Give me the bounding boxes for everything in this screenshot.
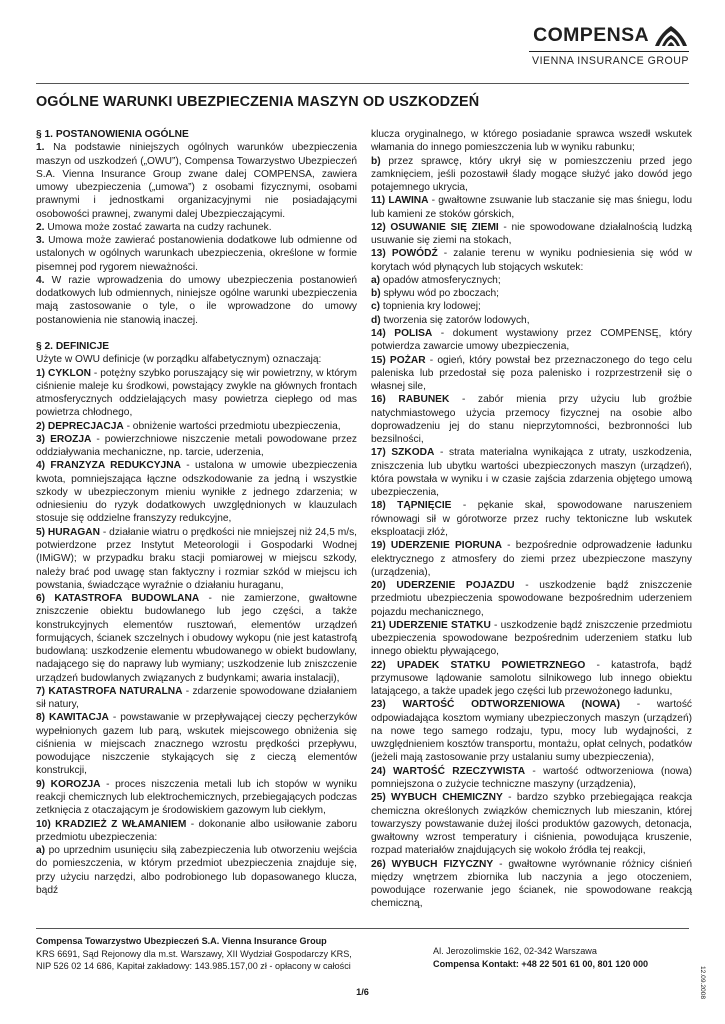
item-text: - ogień, który powstał bez przeznaczonego do tego celu paleniska lub przedostał się poza palenisko i rozprzestrzenił się o własnej sile, <box>371 354 692 393</box>
definition-item <box>371 499 692 539</box>
document-code: 12.09.2008 <box>699 966 706 1000</box>
definition-item <box>371 659 692 699</box>
item-text: - obniżenie wartości przedmiotu ubezpieczenia, <box>123 420 341 432</box>
item-text: - dokonanie albo usiłowanie zaboru przedmiotu ubezpieczenia: <box>36 818 357 843</box>
definition-item <box>371 194 692 221</box>
paragraph: Użyte w OWU definicje (w porządku alfabetycznym) oznaczają: <box>36 354 322 366</box>
item-term: 2) DEPRECJACJA <box>36 420 124 432</box>
item-term: 3. <box>36 235 45 247</box>
item-text: - ustalona w umowie ubezpieczenia kwota, pomniejszająca łączne odszkodowanie za jedną i wszystkie szkody w ubezpieczonym mieniu wynikłe z jednego zdarzenia; w odniesieniu do ryzyk dodatkowych uwzględnionych w klauzulach stosuje się oddzielne franszyzy redukcyjne, <box>36 460 357 525</box>
item-text: - uszkodzenie bądź zniszczenie przedmiotu ubezpieczenia spowodowane bezpośrednim uderzeniem statku lub innego obiektu pływającego, <box>371 619 692 658</box>
footer-company-name: Compensa Towarzystwo Ubezpieczeń S.A. Vienna Insurance Group <box>36 936 327 946</box>
definition-item <box>371 247 692 274</box>
item-term: 3) EROZJA <box>36 433 92 445</box>
definition-item <box>371 698 692 764</box>
footer-nip: NIP 526 02 14 686, Kapitał zakładowy: 143.985.157,00 zł - opłacony w całości <box>36 961 351 972</box>
item-term: 21) UDERZENIE STATKU <box>371 619 491 631</box>
definition-item <box>371 858 692 911</box>
paragraph-gap <box>36 327 357 340</box>
page-number: 1/6 <box>356 987 369 997</box>
item-text: - gwałtowne zsuwanie lub staczanie się mas śniegu, lodu lub kamieni ze stoków górskich, <box>371 195 692 220</box>
item-text: tworzenia się zatorów lodowych, <box>380 314 530 326</box>
item-text: spływu wód po zboczach; <box>380 288 499 300</box>
logo-divider <box>529 51 689 52</box>
item-term: 15) POŻAR <box>371 354 426 366</box>
item-term: 24) WARTOŚĆ RZECZYWISTA <box>371 765 526 777</box>
definition-item <box>371 327 692 354</box>
logo-subtitle: VIENNA INSURANCE GROUP <box>532 55 689 67</box>
paragraph: klucza oryginalnego, w którego posiadanie sprawca wszedł wskutek włamania do innego pomieszczenia lub w wyniku rabunku; <box>371 129 692 154</box>
definition-item <box>371 354 692 394</box>
item-text: - gwałtowne wyrównanie różnicy ciśnień między wnętrzem zbiornika lub naczynia a jego otoczeniem, powodujące rozerwanie jego ścianek, nie spowodowane reakcją chemiczną, <box>371 858 692 910</box>
definition-item <box>371 765 692 792</box>
definition-item <box>36 844 357 897</box>
item-term: 1) CYKLON <box>36 367 91 379</box>
definition-item <box>36 526 357 592</box>
definition-item <box>36 711 357 777</box>
definition-item <box>36 367 357 420</box>
item-term: b) <box>371 155 381 167</box>
definition-item <box>371 791 692 857</box>
document-title: OGÓLNE WARUNKI UBEZPIECZENIA MASZYN OD USZKODZEŃ <box>36 94 480 110</box>
definition-item <box>36 592 357 685</box>
item-term: 22) UPADEK STATKU POWIETRZNEGO <box>371 659 586 671</box>
item-term: 4. <box>36 274 45 286</box>
item-text: topnienia kry lodowej; <box>380 301 481 313</box>
definition-item <box>371 619 692 659</box>
item-text: - wartość odtworzeniowa (nowa) pomniejszona o zużycie techniczne maszyny (urządzenia), <box>371 765 692 791</box>
item-term: a) <box>36 845 46 857</box>
item-text: - zalanie terenu w wyniku podniesienia się wód w korytach wód płynących lub stojących wskutek: <box>371 248 692 273</box>
item-text: - nie spowodowane działalnością ludzką usuwanie się ziemi na stokach, <box>371 221 692 247</box>
footer-krs: KRS 6691, Sąd Rejonowy dla m.st. Warszawy, XII Wydział Gospodarczy KRS, <box>36 948 352 959</box>
logo-name: COMPENSA <box>533 23 649 46</box>
header-divider <box>36 83 689 84</box>
definition-item <box>36 778 357 818</box>
item-text: - dokument wystawiony przez COMPENSĘ, który potwierdza zawarcie umowy ubezpieczenia, <box>371 327 693 353</box>
definition-item <box>36 433 357 460</box>
item-text: - potężny szybko poruszający się wir powietrzny, w którym ciśnienie maleje ku środkowi, powstający zwykle na głównych frontach atmosferycznych oddzielających masy powietrza ciepłego od mas powietrza chłodnego, <box>36 367 357 419</box>
item-term: b) <box>371 288 381 300</box>
item-term: 20) UDERZENIE POJAZDU <box>371 580 515 592</box>
item-text: - nie zamierzone, gwałtowne zniszczenie obiektu budowlanego lub jego części, a także konstrukcyjnych elementów rusztowań, elementów urządzeń formujących, ścianek szczelnych i obudowy wykopu (nie jest katastrofą budowlaną: uszkodzenie elementu wbudowanego w obiekt budowlany, nadającego się do naprawy lub wymiany; uszkodzenie lub zniszczenie urządzeń budowlanych związanych z budynkami; awaria instalacji), <box>36 593 357 684</box>
item-term: 13) POWÓDŹ <box>371 248 438 260</box>
definition-item <box>371 287 692 300</box>
section-heading: § 1. POSTANOWIENIA OGÓLNE <box>36 129 189 140</box>
item-text: Umowa może zostać zawarta na cudzy rachunek. <box>44 221 272 233</box>
company-logo <box>529 22 689 67</box>
item-term: 11) LAWINA <box>371 195 429 207</box>
item-text: przez sprawcę, który ukrył się w pomieszczeniu przed jego zamknięciem, jeśli pozostawił ślady mogące służyć jako dowód jego potajemnego ukrycia, <box>371 155 692 194</box>
item-term: 1. <box>36 142 45 154</box>
definition-item <box>36 274 357 327</box>
item-text: - bezpośrednie odprowadzenie ładunku elektrycznego z atmosfery do ziemi przez ubezpieczone maszyny (urządzenia), <box>371 540 693 578</box>
item-term: 4) FRANZYZA REDUKCYJNA <box>36 460 181 472</box>
definition-item <box>371 274 692 287</box>
item-term: 14) POLISA <box>371 327 433 339</box>
item-term: c) <box>371 301 381 313</box>
item-term: 5) HURAGAN <box>36 526 101 538</box>
item-text: opadów atmosferycznych; <box>380 274 501 286</box>
footer-divider <box>36 928 689 929</box>
right-column <box>371 128 692 911</box>
item-term: 18) TĄPNIĘCIE <box>371 500 452 512</box>
item-term: 12) OSUWANIE SIĘ ZIEMI <box>371 221 499 233</box>
item-text: - katastrofa, bądź przymusowe lądowanie samolotu silnikowego lub innego obiektu latającego, a także upadek jego części lub przewożonego ładunku, <box>371 659 692 698</box>
definition-item <box>36 818 357 845</box>
definition-item <box>371 300 692 313</box>
left-column <box>36 128 357 897</box>
footer-contact-info <box>433 945 648 970</box>
definition-item <box>36 685 357 712</box>
item-term: d) <box>371 314 381 326</box>
item-term: 6) KATASTROFA BUDOWLANA <box>36 593 200 605</box>
item-term: 23) WARTOŚĆ ODTWORZENIOWA (NOWA) <box>371 699 620 711</box>
definition-item <box>36 459 357 525</box>
item-term: 8) KAWITACJA <box>36 712 109 724</box>
definition-item <box>36 221 357 234</box>
definition-item <box>371 393 692 446</box>
item-term: 9) KOROZJA <box>36 778 101 790</box>
item-text: - strata materialna wynikająca z utraty, uszkodzenia, zniszczenia lub ubytku wartości ubezpieczonych maszyn (urządzeń), która powstała w wyniku i w czasie zajścia zdarzenia objętego umową ubezpieczenia, <box>371 447 693 499</box>
logo-emblem-icon <box>653 22 689 48</box>
footer-company-info <box>36 935 366 973</box>
footer-address: Al. Jerozolimskie 162, 02-342 Warszawa <box>433 946 597 956</box>
definition-item <box>36 420 357 433</box>
item-text: - działanie wiatru o prędkości nie mniejszej niż 24,5 m/s, potwierdzone przez Instytut Meteorologii i Gospodarki Wodnej (IMiGW); w przypadku braku stacji pomiarowej w miejscu szkody, należy brać pod uwagę stan faktyczny i rozmiar szkód w miejscu ich powstania, świadczące wyraźnie o działaniu huraganu, <box>36 526 357 591</box>
item-term: 16) RABUNEK <box>371 394 450 406</box>
item-text: Umowa może zawierać postanowienia dodatkowe lub odmienne od ustalonych w ogólnych warunkach ubezpieczenia, określone w formie pisemnej pod rygorem nieważności. <box>36 235 357 273</box>
item-term: 17) SZKODA <box>371 447 435 459</box>
item-text: - bardzo szybko przebiegająca reakcja chemiczna określonych związków chemicznych lub mieszanin, której towarzyszy powstawanie dużej ilości produktów gazowych, detonacja, gwałtowny wzrost temperatury i ciśnienia, powodująca kruszenie, rozpad materiałów znajdujących się wokoło źródła tej reakcji, <box>371 792 692 857</box>
item-term: 2. <box>36 221 45 233</box>
definition-item <box>371 221 692 248</box>
definition-item <box>36 141 357 221</box>
item-text: - wartość odpowiadająca kosztom wymiany ubezpieczonych maszyn (urządzeń) na nowe tego samego rodzaju, typu, mocy lub wydajności, z uwzględnieniem kosztów transportu, montażu, opłat celnych, podatków (jeżeli mają zastosowanie przy ustalaniu sumy ubezpieczenia), <box>371 699 693 764</box>
definition-item <box>371 155 692 195</box>
item-text: - proces niszczenia metali lub ich stopów w wyniku reakcji chemicznych lub elektrochemicznych, przebiegających podczas zetknięcia z otaczającym je środowiskiem gazowym lub ciekłym, <box>36 778 358 817</box>
item-text: - powierzchniowe niszczenie metali powodowane przez oddziaływania mechaniczne, np. tarcie, uderzenia, <box>36 433 357 459</box>
item-text: - zabór mienia przy użyciu lub groźbie natychmiastowego użycia przemocy fizycznej na osobie albo doprowadzeniu jej do stanu nieprzytomności, bezbronności lub bezsilności, <box>371 394 692 446</box>
section-heading: § 2. DEFINICJE <box>36 340 110 352</box>
item-term: 10) KRADZIEŻ Z WŁAMANIEM <box>36 818 187 830</box>
item-term: 26) WYBUCH FIZYCZNY <box>371 858 494 870</box>
definition-item <box>371 314 692 327</box>
definition-item <box>36 234 357 274</box>
item-text: Na podstawie niniejszych ogólnych warunków ubezpieczenia maszyn od uszkodzeń („OWU”), Compensa Towarzystwo Ubezpieczeń S.A. Vienna Insurance Group zwane dalej COMPENSA, zawiera umowy ubezpieczenia („umowa”) z osobami fizycznymi, osobami prawnymi i jednostkami organizacyjnymi nie posiadającymi osobowości prawnej, zwanymi dalej Ubezpieczającymi. <box>36 142 357 220</box>
item-term: 25) WYBUCH CHEMICZNY <box>371 792 503 804</box>
item-text: - pękanie skał, spowodowane naruszeniem równowagi sił w górotworze przez ruchy tektoniczne lub wskutek eksploatacji złóż, <box>371 500 692 538</box>
item-text: - uszkodzenie bądź zniszczenie przedmiotu ubezpieczenia spowodowane bezpośrednim uderzeniem pojazdu mechanicznego, <box>371 580 692 618</box>
item-text: po uprzednim usunięciu siłą zabezpieczenia lub otworzeniu wejścia do pomieszczenia, w którym przedmiot ubezpieczenia znajduje się, przy użyciu narzędzi, albo podrobionego lub dopasowanego klucza, bądź <box>36 845 357 896</box>
item-term: 19) UDERZENIE PIORUNA <box>371 540 502 552</box>
definition-item <box>371 539 692 579</box>
definition-item <box>371 579 692 619</box>
item-term: a) <box>371 274 381 286</box>
item-text: - zdarzenie spowodowane działaniem sił natury, <box>36 685 357 711</box>
item-text: W razie wprowadzenia do umowy ubezpieczenia postanowień dodatkowych lub odmiennych, niniejsze ogólne warunki ubezpieczenia mają zastosowanie o tyle, o ile wprowadzone do umowy postanowienia nie stanowią inaczej. <box>36 274 357 326</box>
definition-item <box>371 446 692 499</box>
item-text: - powstawanie w przepływającej cieczy pęcherzyków wypełnionych gazem lub parą, wskutek miejscowego obniżenia się ciśnienia w miejscach znacznego wzrostu prędkości przepływu, powodujące niszczenie stykających się z cieczą elementów konstrukcji, <box>36 712 357 777</box>
item-term: 7) KATASTROFA NATURALNA <box>36 685 183 697</box>
footer-contact: Compensa Kontakt: +48 22 501 61 00, 801 120 000 <box>433 958 649 969</box>
